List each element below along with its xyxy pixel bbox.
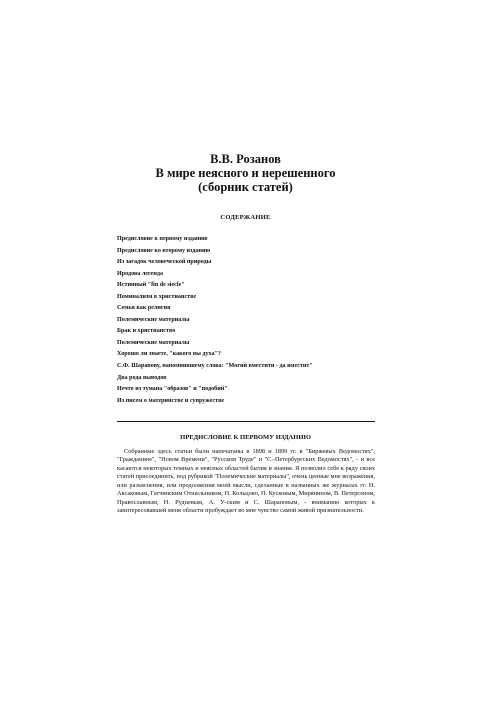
- toc-item[interactable]: Номинализм в христианстве: [117, 293, 197, 300]
- toc-item[interactable]: Предисловие к первому изданию: [117, 236, 208, 242]
- toc-item[interactable]: Хорошо ли знаете, "какого вы духа"?: [117, 351, 221, 358]
- toc-item[interactable]: Из писем о материнстве и супружестве: [117, 397, 225, 404]
- body-paragraph: Собранные здесь статьи были напечатаны в 1898 и 1899 гг. в "Биржевых Ведомостях", "Гражданине", "Новом Времени", "Русском Труде" и "С.-Петербургских Ведомостях", - и все касаются некоторых темных и неясных областей бытия и знания. Я позволил себе к ряду своих статей присоединить, под рубрикой "Полемические материалы", очень ценные мне возражения, или разъяснения, или продолжения моей мысли, сделанные в названных же журналах гг. Н. Аксаковым, Гатчинским Отшельником, Н. Кольцово, П. Кусковым, Мирянином, В. Петерсеном, Православным, Н. Рудневым, А. У-ским и С. Шараповым, - вниманию которых к заинтересовавшей меня области пробуждает во мне чувство самой живой признательности.: [117, 448, 375, 515]
- toc-item[interactable]: Семья как религия: [117, 305, 171, 312]
- section-divider: [117, 421, 375, 422]
- author-name: В.В. Розанов: [210, 152, 281, 166]
- title-block: [0, 152, 491, 194]
- toc-item[interactable]: Из загадок человеческой природы: [117, 259, 212, 266]
- book-subtitle: (сборник статей): [198, 180, 293, 194]
- toc-item[interactable]: С.Ф. Шарапову, напомнившему слова: "Могий вместити - да вместит": [117, 363, 313, 370]
- section-heading: ПРЕДИСЛОВИЕ К ПЕРВОМУ ИЗДАНИЮ: [180, 434, 311, 441]
- book-title: В мире неясного и нерешенного: [155, 166, 336, 180]
- toc-item[interactable]: Два рода выводов: [117, 374, 167, 381]
- section-body: [117, 448, 375, 516]
- toc-item[interactable]: Иродова легенда: [117, 270, 163, 277]
- table-of-contents: [117, 234, 417, 407]
- toc-item[interactable]: Полемические материалы: [117, 316, 190, 323]
- toc-item[interactable]: Нечто из тумана "образов" и "подобий": [117, 386, 228, 393]
- toc-item[interactable]: Полемические материалы: [117, 339, 190, 346]
- toc-item[interactable]: Предисловие ко второму изданию: [117, 247, 211, 254]
- toc-item[interactable]: Истинный "fin de siecle": [117, 282, 185, 289]
- toc-heading: СОДЕРЖАНИЕ: [220, 214, 271, 221]
- toc-item[interactable]: Брак и христианство: [117, 328, 176, 335]
